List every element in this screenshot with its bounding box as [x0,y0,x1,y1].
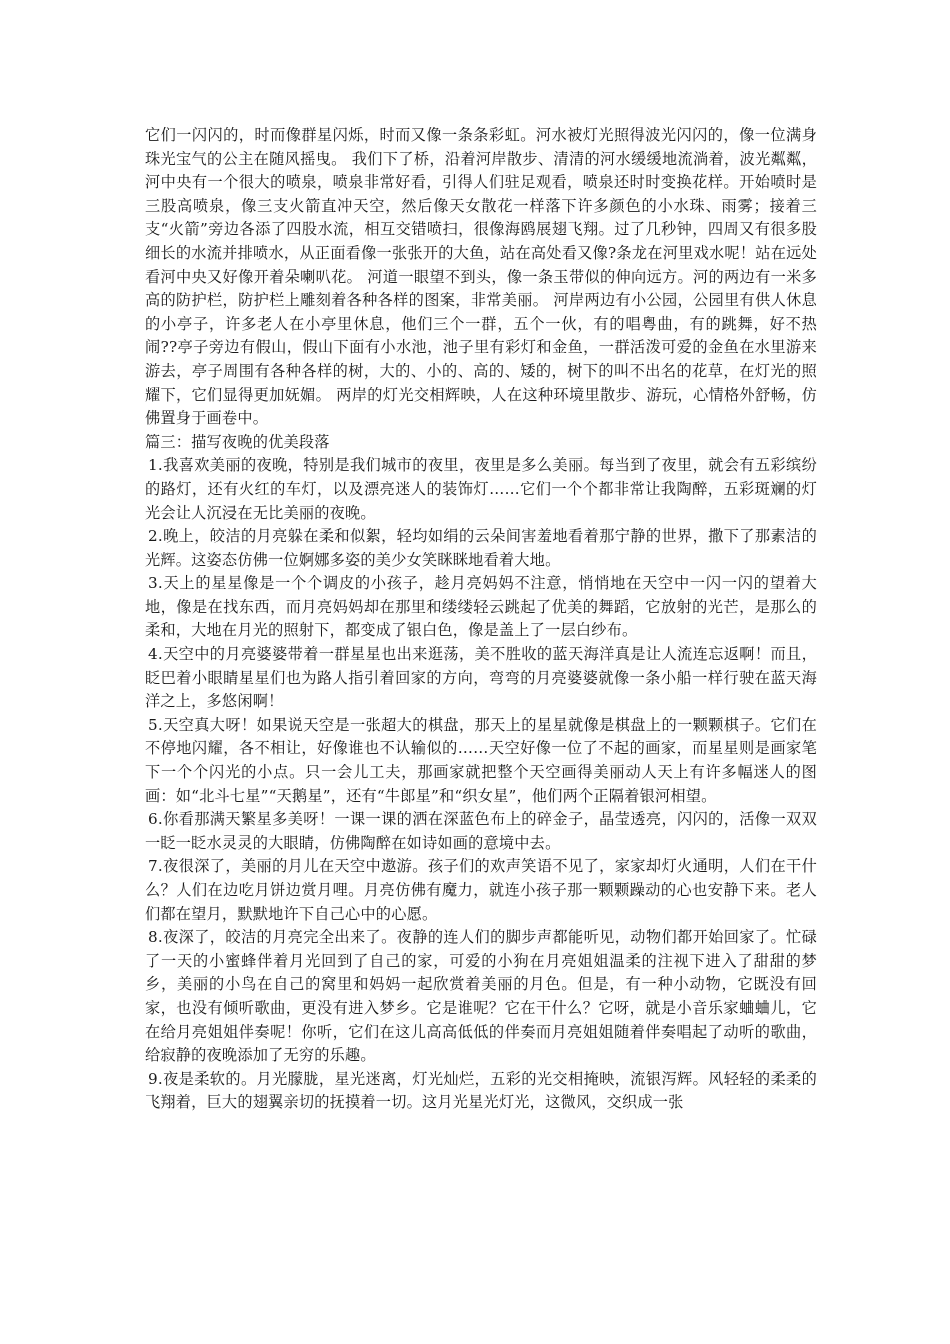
paragraph-4: 4.天空中的月亮婆婆带着一群星星也出来逛荡，美不胜收的蓝天海洋真是让人流连忘返啊！而且，眨巴着小眼睛星星们也为路人指引着回家的方向，弯弯的月亮婆婆就像一条小船一样行驶在蓝天海洋之上，多悠闲啊！ [145,645,817,711]
paragraph-9: 9.夜是柔软的。月光朦胧，星光迷离，灯光灿烂，五彩的光交相掩映，流银泻辉。风轻轻的柔柔的飞翔着，巨大的翅翼亲切的抚摸着一切。这月光星光灯光，这微风，交织成一张 [145,1069,817,1112]
intro-paragraph: 它们一闪闪的，时而像群星闪烁，时而又像一条条彩虹。河水被灯光照得波光闪闪的，像一位满身珠光宝气的公主在随风摇曳。 我们下了桥，沿着河岸散步、清清的河水缓缓地流淌着，波光粼粼，河中央有一个很大的喷泉，喷泉非常好看，引得人们驻足观看，喷泉还时时变换花样。开始喷时是三股高喷泉，像三支火箭直冲天空，然后像天女散花一样落下许多颜色的小水珠、雨雾；接着三支“火箭”旁边各添了四股水流，相互交错喷扫，很像海鸥展翅飞翔。过了几秒钟，四周又有很多股细长的水流并排喷水，从正面看像一张张开的大鱼，站在高处看又像?条龙在河里戏水呢！站在远处看河中央又好像开着朵喇叭花。 河道一眼望不到头，像一条玉带似的伸向远方。河的两边有一米多高的防护栏，防护栏上雕刻着各种各样的图案，非常美丽。 河岸两边有小公园，公园里有供人休息的小亭子，许多老人在小亭里休息，他们三个一群，五个一伙，有的唱粤曲，有的跳舞，好不热闹??亭子旁边有假山，假山下面有小水池，池子里有彩灯和金鱼，一群活泼可爱的金鱼在水里游来游去，亭子周围有各种各样的树，大的、小的、高的、矮的，树下的叫不出名的花草，在灯光的照耀下，它们显得更加妩媚。 两岸的灯光交相辉映，人在这种环境里散步、游玩，心情格外舒畅，仿佛置身于画卷中。 [145,126,817,428]
paragraph-8: 8.夜深了，皎洁的月亮完全出来了。夜静的连人们的脚步声都能听见，动物们都开始回家了。忙碌了一天的小蜜蜂伴着月光回到了自己的家，可爱的小狗在月亮姐姐温柔的注视下进入了甜甜的梦乡，美丽的小鸟在自己的窝里和妈妈一起欣赏着美丽的月色。但是，有一种小动物，它既没有回家，也没有倾听歌曲，更没有进入梦乡。它是谁呢？它在干什么？它呀，就是小音乐家蛐蛐儿，它在给月亮姐姐伴奏呢！你听，它们在这儿高高低低的伴奏而月亮姐姐随着伴奏唱起了动听的歌曲，给寂静的夜晚添加了无穷的乐趣。 [145,928,817,1065]
paragraph-6: 6.你看那满天繁星多美呀！一课一课的洒在深蓝色布上的碎金子，晶莹透亮，闪闪的，活像一双双一眨一眨水灵灵的大眼睛，仿佛陶醉在如诗如画的意境中去。 [145,810,817,852]
paragraph-5: 5.天空真大呀！如果说天空是一张超大的棋盘，那天上的星星就像是棋盘上的一颗颗棋子。它们在不停地闪耀，各不相让，好像谁也不认输似的……天空好像一位了不起的画家，而星星则是画家笔下一个个闪光的小点。只一会儿工夫，那画家就把整个天空画得美丽动人天上有许多幅迷人的图画：如“北斗七星”“天鹅星”，还有“牛郎星”和“织女星”，他们两个正隔着银河相望。 [145,715,817,805]
paragraph-2: 2.晚上，皎洁的月亮躲在柔和似絮，轻均如绢的云朵间害羞地看着那宁静的世界，撒下了那素洁的光辉。这姿态仿佛一位婀娜多姿的美少女笑眯眯地看着大地。 [145,527,817,569]
section-title: 篇三：描写夜晚的优美段落 [145,432,330,451]
paragraph-3: 3.天上的星星像是一个个调皮的小孩子，趁月亮妈妈不注意，悄悄地在天空中一闪一闪的望着大地，像是在找东西，而月亮妈妈却在那里和缕缕轻云跳起了优美的舞蹈，它放射的光芒，是那么的柔和，大地在月光的照射下，都变成了银白色，像是盖上了一层白纱布。 [145,574,817,640]
document-page [145,124,817,1115]
paragraph-7: 7.夜很深了，美丽的月儿在天空中遨游。孩子们的欢声笑语不见了，家家却灯火通明，人们在干什么？人们在边吃月饼边赏月哩。月亮仿佛有魔力，就连小孩子那一颗颗躁动的心也安静下来。老人们都在望月，默默地许下自己心中的心愿。 [145,857,817,923]
paragraph-1: 1.我喜欢美丽的夜晚，特别是我们城市的夜里，夜里是多么美丽。每当到了夜里，就会有五彩缤纷的路灯，还有火红的车灯，以及漂亮迷人的装饰灯……它们一个个都非常让我陶醉，五彩斑斓的灯光会让人沉浸在无比美丽的夜晚。 [145,456,817,522]
